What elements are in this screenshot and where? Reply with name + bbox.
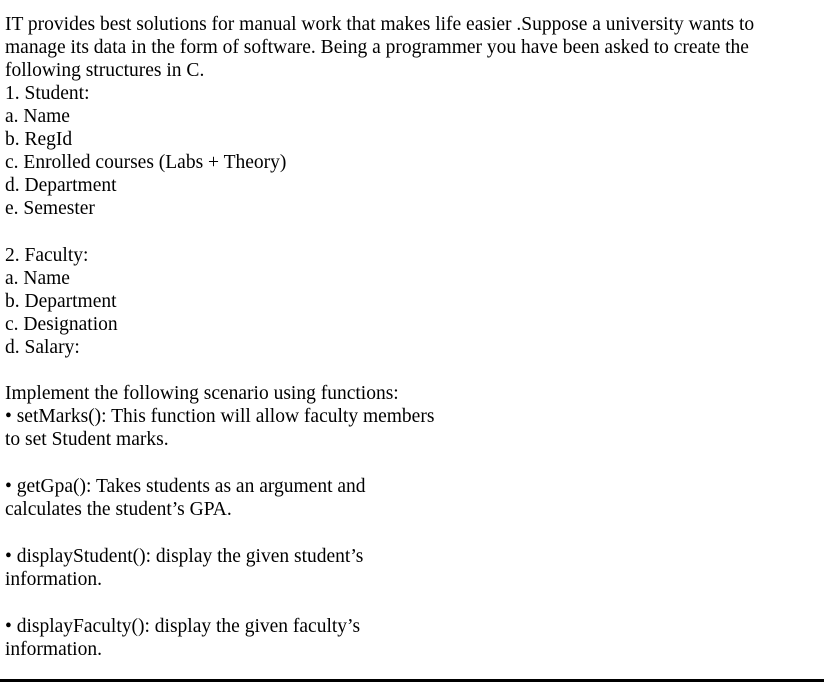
function-description: information. — [5, 569, 102, 590]
function-item-displaystudent — [5, 545, 820, 591]
student-field-courses: c. Enrolled courses (Labs + Theory) — [5, 152, 287, 173]
faculty-structure — [5, 244, 820, 359]
student-field-regid: b. RegId — [5, 129, 73, 150]
intro-line: IT provides best solutions for manual work that makes life easier .Suppose a university wants to — [5, 14, 755, 35]
faculty-field-designation: c. Designation — [5, 314, 118, 335]
functions-section — [5, 382, 820, 661]
faculty-heading: 2. Faculty: — [5, 245, 89, 266]
function-item-displayfaculty — [5, 615, 820, 661]
function-description: • displayStudent(): display the given student’s — [5, 546, 364, 567]
intro-line: manage its data in the form of software. Being a programmer you have been asked to create the — [5, 37, 749, 58]
function-item-setmarks — [5, 405, 820, 451]
faculty-field-salary: d. Salary: — [5, 337, 80, 358]
intro-line: following structures in C. — [5, 60, 205, 81]
faculty-field-department: b. Department — [5, 291, 117, 312]
student-structure — [5, 82, 820, 220]
faculty-field-name: a. Name — [5, 268, 70, 289]
functions-heading: Implement the following scenario using functions: — [5, 383, 399, 404]
function-description: to set Student marks. — [5, 429, 169, 450]
function-description: information. — [5, 639, 102, 660]
spacer — [5, 451, 820, 475]
function-description: • getGpa(): Takes students as an argument and — [5, 476, 366, 497]
assignment-document — [5, 13, 820, 661]
spacer — [5, 359, 820, 382]
spacer — [5, 521, 820, 545]
function-item-getgpa — [5, 475, 820, 521]
function-description: calculates the student’s GPA. — [5, 499, 232, 520]
student-field-department: d. Department — [5, 175, 117, 196]
bottom-divider — [0, 679, 824, 682]
spacer — [5, 220, 820, 244]
student-field-semester: e. Semester — [5, 198, 95, 219]
spacer — [5, 591, 820, 615]
student-field-name: a. Name — [5, 106, 70, 127]
student-heading: 1. Student: — [5, 83, 90, 104]
intro-paragraph — [5, 13, 820, 82]
function-description: • setMarks(): This function will allow faculty members — [5, 406, 435, 427]
function-description: • displayFaculty(): display the given faculty’s — [5, 616, 361, 637]
